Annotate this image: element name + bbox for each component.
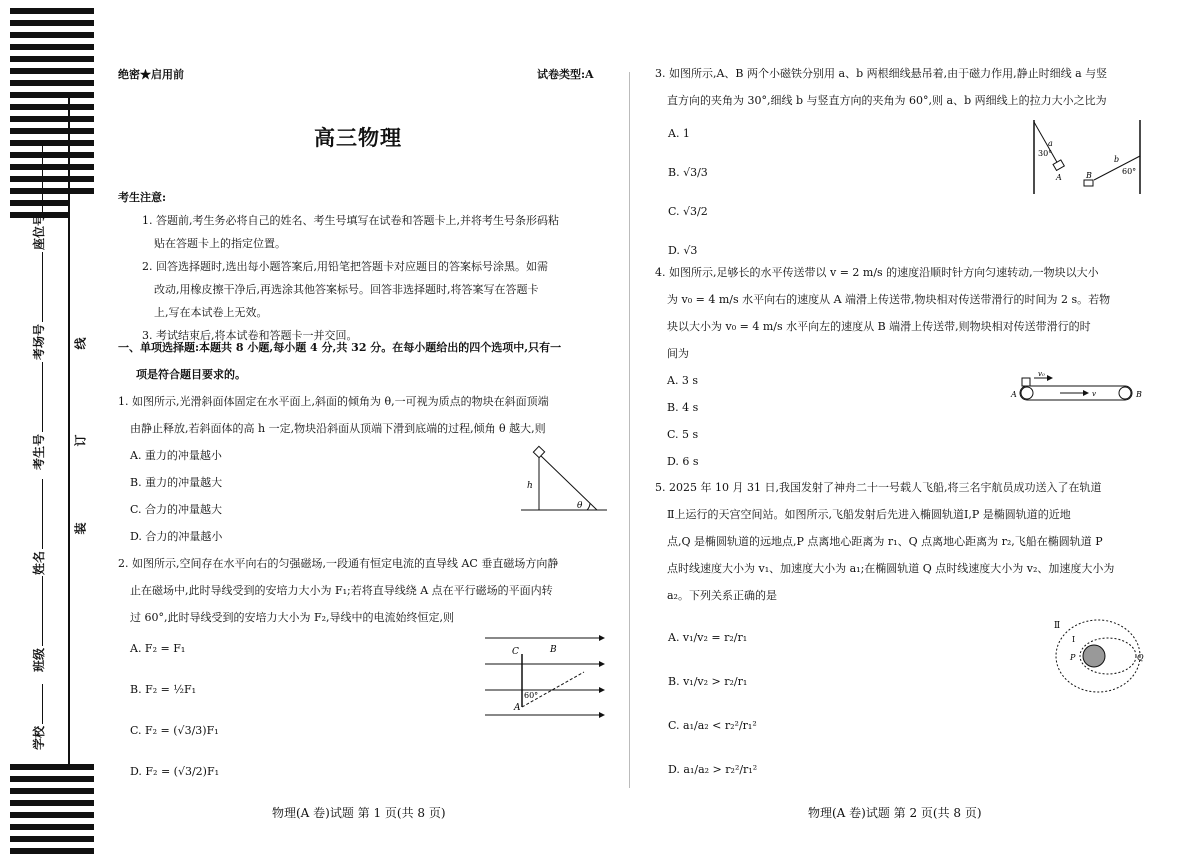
q5-option-b: B. v₁/v₂ > r₂/r₁ xyxy=(668,675,748,688)
fig2-b-label: B xyxy=(550,645,557,655)
fig5-q-label: Q xyxy=(1137,653,1144,662)
incline-h-label: h xyxy=(527,481,533,491)
q5-option-c: C. a₁/a₂ < r₂²/r₁² xyxy=(668,719,757,732)
fig4-a-label: A xyxy=(1011,390,1017,399)
fig3-a-label: a xyxy=(1048,139,1053,148)
fig2-a-label: A xyxy=(514,703,521,713)
q4-option-d: D. 6 s xyxy=(667,455,699,468)
question-2: 2. 如图所示,空间存在水平向右的匀强磁场,一段通有恒定电流的直导线 AC 垂直磁场方向静 止在磁场中,此时导线受到的安培力大小为 F₁;若将直导线绕 A 点在平行磁场的平面内转 过 60°,此时导线受到的安培力大小为 F₂,导线中的电流始终恒定,则 xyxy=(118,557,559,624)
fig3-B-label: B xyxy=(1086,171,1092,180)
binding-stripes-top xyxy=(10,8,94,224)
fig2-c-label: C xyxy=(512,647,519,657)
field-name: 姓名 xyxy=(30,479,47,575)
q5-options xyxy=(668,616,757,792)
q3-option-b: B. √3/3 xyxy=(668,166,708,179)
secret-mark: 绝密★启用前 xyxy=(118,68,184,81)
fig3-ang2-label: 60° xyxy=(1122,167,1137,176)
q1-option-a: A. 重力的冲量越小 xyxy=(130,449,222,462)
field-examinee-no: 考生号 xyxy=(30,362,47,470)
q3-option-c: C. √3/2 xyxy=(668,205,708,218)
column-divider xyxy=(629,72,630,788)
q2-option-b: B. F₂ = ½F₁ xyxy=(130,683,197,696)
q5-option-d: D. a₁/a₂ > r₂²/r₁² xyxy=(668,763,758,776)
binding-mark-ding: 订 xyxy=(73,434,88,447)
paper-type: 试卷类型:A xyxy=(537,68,594,81)
q2-option-d: D. F₂ = (√3/2)F₁ xyxy=(130,765,220,778)
binding-line xyxy=(68,96,70,766)
q3-option-a: A. 1 xyxy=(668,127,690,140)
incline-figure xyxy=(515,444,610,516)
magnetic-field-figure xyxy=(482,632,610,720)
field-class: 班级 xyxy=(30,576,47,672)
question-3: 3. 如图所示,A、B 两个小磁铁分别用 a、b 两根细线悬吊着,由于磁力作用,静止时细线 a 与竖 直方向的夹角为 30°,细线 b 与竖直方向的夹角为 60°,则 a、b 两细线上的拉力大小之比为 xyxy=(655,67,1108,107)
notice-block: 考生注意: 1. 答题前,考生务必将自己的姓名、考生号填写在试卷和答题卡上,并将考生号条形码粘 贴在答题卡上的指定位置。 2. 回答选择题时,选出每小题答案后,用铅笔把答题卡对应题目的答案标号涂黑。如需 改动,用橡皮擦干净后,再选涂其他答案标号。回答非选择题时,将答案写在答题卡 上,写在本试卷上无效。 3. 考试结束后,将本试卷和答题卡一并交回。 xyxy=(118,191,559,342)
binding-stripes-bottom xyxy=(10,764,94,860)
binding-mark-zhuang: 装 xyxy=(73,522,88,535)
fig4-v-label: v xyxy=(1092,390,1096,398)
fig5-p-label: P xyxy=(1070,653,1076,662)
q1-option-b: B. 重力的冲量越大 xyxy=(130,476,223,489)
q1-option-c: C. 合力的冲量越大 xyxy=(130,503,223,516)
field-school: 学校 xyxy=(30,684,47,750)
question-4: 4. 如图所示,足够长的水平传送带以 v = 2 m/s 的速度沿顺时针方向匀速转动,一物块以大小 为 v₀ = 4 m/s 水平向右的速度从 A 端滑上传送带,物块相对传送带滑行的时间为 2 s。若物 块以大小为 v₀ = 4 m/s 水平向左的速度从 B 端滑上传送带,则物块相对传送带滑行的时 间为 A. 3 s B. 4 s C. 5 s D. 6 s xyxy=(655,259,1150,475)
section-1: 一、单项选择题:本题共 8 小题,每小题 4 分,共 32 分。在每小题给出的四个选项中,只有一 项是符合题目要求的。 xyxy=(118,341,562,381)
q1-option-d: D. 合力的冲量越小 xyxy=(130,530,223,543)
orbit-figure xyxy=(1050,616,1146,696)
fig4-v0-label: v₀ xyxy=(1038,370,1045,378)
fig3-A-label: A xyxy=(1056,173,1062,182)
q4-option-a: A. 3 s xyxy=(667,374,699,387)
page-title: 高三物理 xyxy=(314,125,402,150)
question-5: 5. 2025 年 10 月 31 日,我国发射了神舟二十一号载人飞船,将三名宇航员成功送入了在轨道 Ⅱ上运行的天宫空间站。如图所示,飞船发射后先进入椭圆轨道Ⅰ,P 是椭圆轨道的近地 点,Q 是椭圆轨道的远地点,P 点离地心距离为 r₁、Q 点离地心距离为 r₂,飞船在椭圆轨道 P 点时线速度大小为 v₁、加速度大小为 a₁;在椭圆轨道 Q 点时线速度大小为 v₂、加速度大小为 a₂。下列关系正确的是 xyxy=(655,481,1115,602)
conveyor-figure xyxy=(1008,368,1148,406)
q2-option-a: A. F₂ = F₁ xyxy=(130,642,186,655)
q5-option-a: A. v₁/v₂ = r₂/r₁ xyxy=(668,631,748,644)
q4-option-c: C. 5 s xyxy=(667,428,699,441)
fig5-i-label: Ⅰ xyxy=(1072,635,1076,644)
fig4-b-label: B xyxy=(1136,390,1142,399)
footer-page-2: 物理(A 卷)试题 第 2 页(共 8 页) xyxy=(808,806,982,820)
fig5-ii-label: Ⅱ xyxy=(1054,621,1061,631)
q2-option-c: C. F₂ = (√3/3)F₁ xyxy=(130,724,219,737)
binding-mark-xian: 线 xyxy=(73,337,88,350)
incline-theta-label: θ xyxy=(577,501,583,511)
q2-options xyxy=(130,628,219,792)
q3-option-d: D. √3 xyxy=(668,244,698,257)
field-room: 考场号 xyxy=(30,252,47,360)
fig2-angle-label: 60° xyxy=(524,691,539,700)
fig3-b-label: b xyxy=(1114,155,1120,164)
q3-options xyxy=(668,114,708,270)
footer-page-1: 物理(A 卷)试题 第 1 页(共 8 页) xyxy=(272,806,446,820)
field-seat: 座位号 xyxy=(30,142,47,250)
question-1: 1. 如图所示,光滑斜面体固定在水平面上,斜面的倾角为 θ,一可视为质点的物块在斜面顶端 由静止释放,若斜面体的高 h 一定,物块沿斜面从顶端下滑到底端的过程,倾角 θ 越大,则 A. 重力的冲量越小 B. 重力的冲量越大 C. 合力的冲量越大 D. 合力的冲量越小 xyxy=(118,388,613,550)
fig3-ang1-label: 30° xyxy=(1038,149,1053,158)
q4-option-b: B. 4 s xyxy=(667,401,699,414)
magnet-figure xyxy=(1030,118,1146,196)
